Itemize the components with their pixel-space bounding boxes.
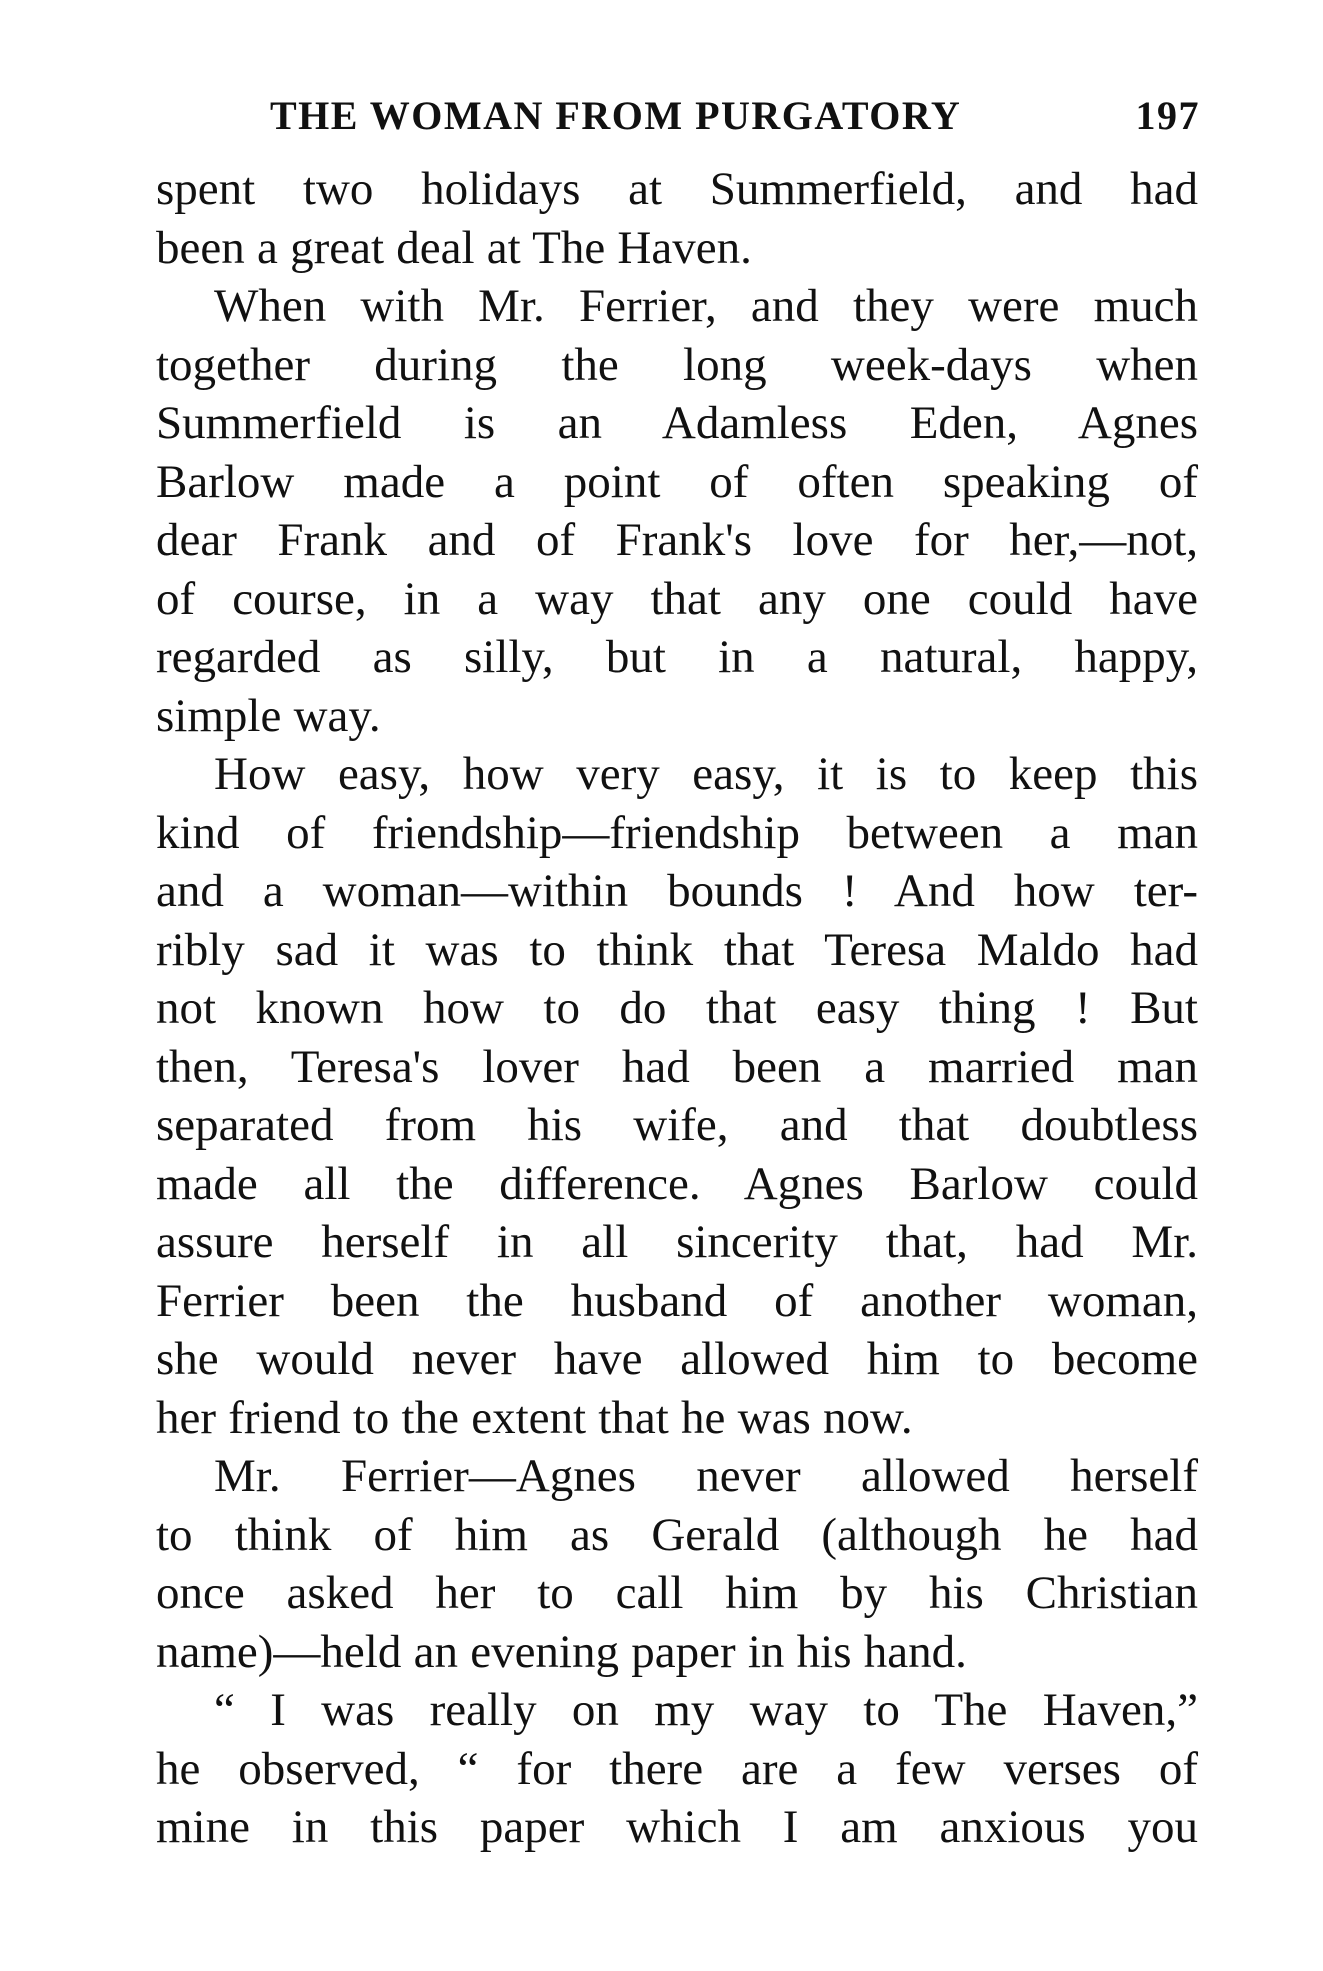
text-line: Ferrier been the husband of another woman, [156, 1274, 1198, 1327]
text-line: regarded as silly, but in a natural, happy, [156, 631, 1198, 683]
text-line: her friend to the extent that he was now. [156, 1391, 913, 1444]
text-line: not known how to do that easy thing ! But [156, 982, 1198, 1034]
text-line: dear Frank and of Frank's love for her,—not, [156, 514, 1198, 566]
running-title: THE WOMAN FROM PURGATORY [270, 93, 962, 138]
text-line: Mr. Ferrier—Agnes never allowed herself [214, 1450, 1198, 1502]
text-line: How easy, how very easy, it is to keep this [214, 748, 1198, 800]
text-line: and a woman—within bounds ! And how ter- [156, 865, 1198, 917]
text-line: separated from his wife, and that doubtless [156, 1099, 1198, 1151]
text-line: kind of friendship—friendship between a man [156, 806, 1198, 859]
text-line: she would never have allowed him to become [156, 1333, 1198, 1385]
text-line: once asked her to call him by his Christian [156, 1567, 1198, 1619]
running-head [270, 92, 1200, 148]
text-line: simple way. [156, 689, 381, 742]
text-line: together during the long week-days when [156, 338, 1198, 391]
paragraph [156, 277, 1198, 745]
body-text [156, 160, 1198, 1857]
text-line: “ I was really on my way to The Haven,” [214, 1684, 1198, 1736]
text-line: he observed, “ for there are a few verses of [156, 1742, 1198, 1795]
text-line: mine in this paper which I am anxious you [156, 1801, 1198, 1853]
text-line: ribly sad it was to think that Teresa Maldo had [156, 923, 1198, 976]
paragraph [156, 160, 1198, 277]
paragraph [156, 1447, 1198, 1681]
paragraph [156, 1681, 1198, 1857]
text-line: been a great deal at The Haven. [156, 221, 752, 274]
text-line: spent two holidays at Summerfield, and had [156, 163, 1198, 215]
text-line: assure herself in all sincerity that, had Mr. [156, 1216, 1198, 1268]
text-line: of course, in a way that any one could have [156, 572, 1198, 625]
page-number: 197 [1135, 93, 1200, 138]
text-line: Barlow made a point of often speaking of [156, 455, 1198, 508]
text-line: Summerfield is an Adamless Eden, Agnes [156, 397, 1198, 449]
text-line: then, Teresa's lover had been a married man [156, 1040, 1198, 1093]
text-line: to think of him as Gerald (although he had [156, 1508, 1198, 1561]
text-line: When with Mr. Ferrier, and they were much [214, 280, 1198, 332]
paragraph [156, 745, 1198, 1447]
text-line: made all the difference. Agnes Barlow could [156, 1157, 1198, 1210]
text-line: name)—held an evening paper in his hand. [156, 1625, 967, 1678]
